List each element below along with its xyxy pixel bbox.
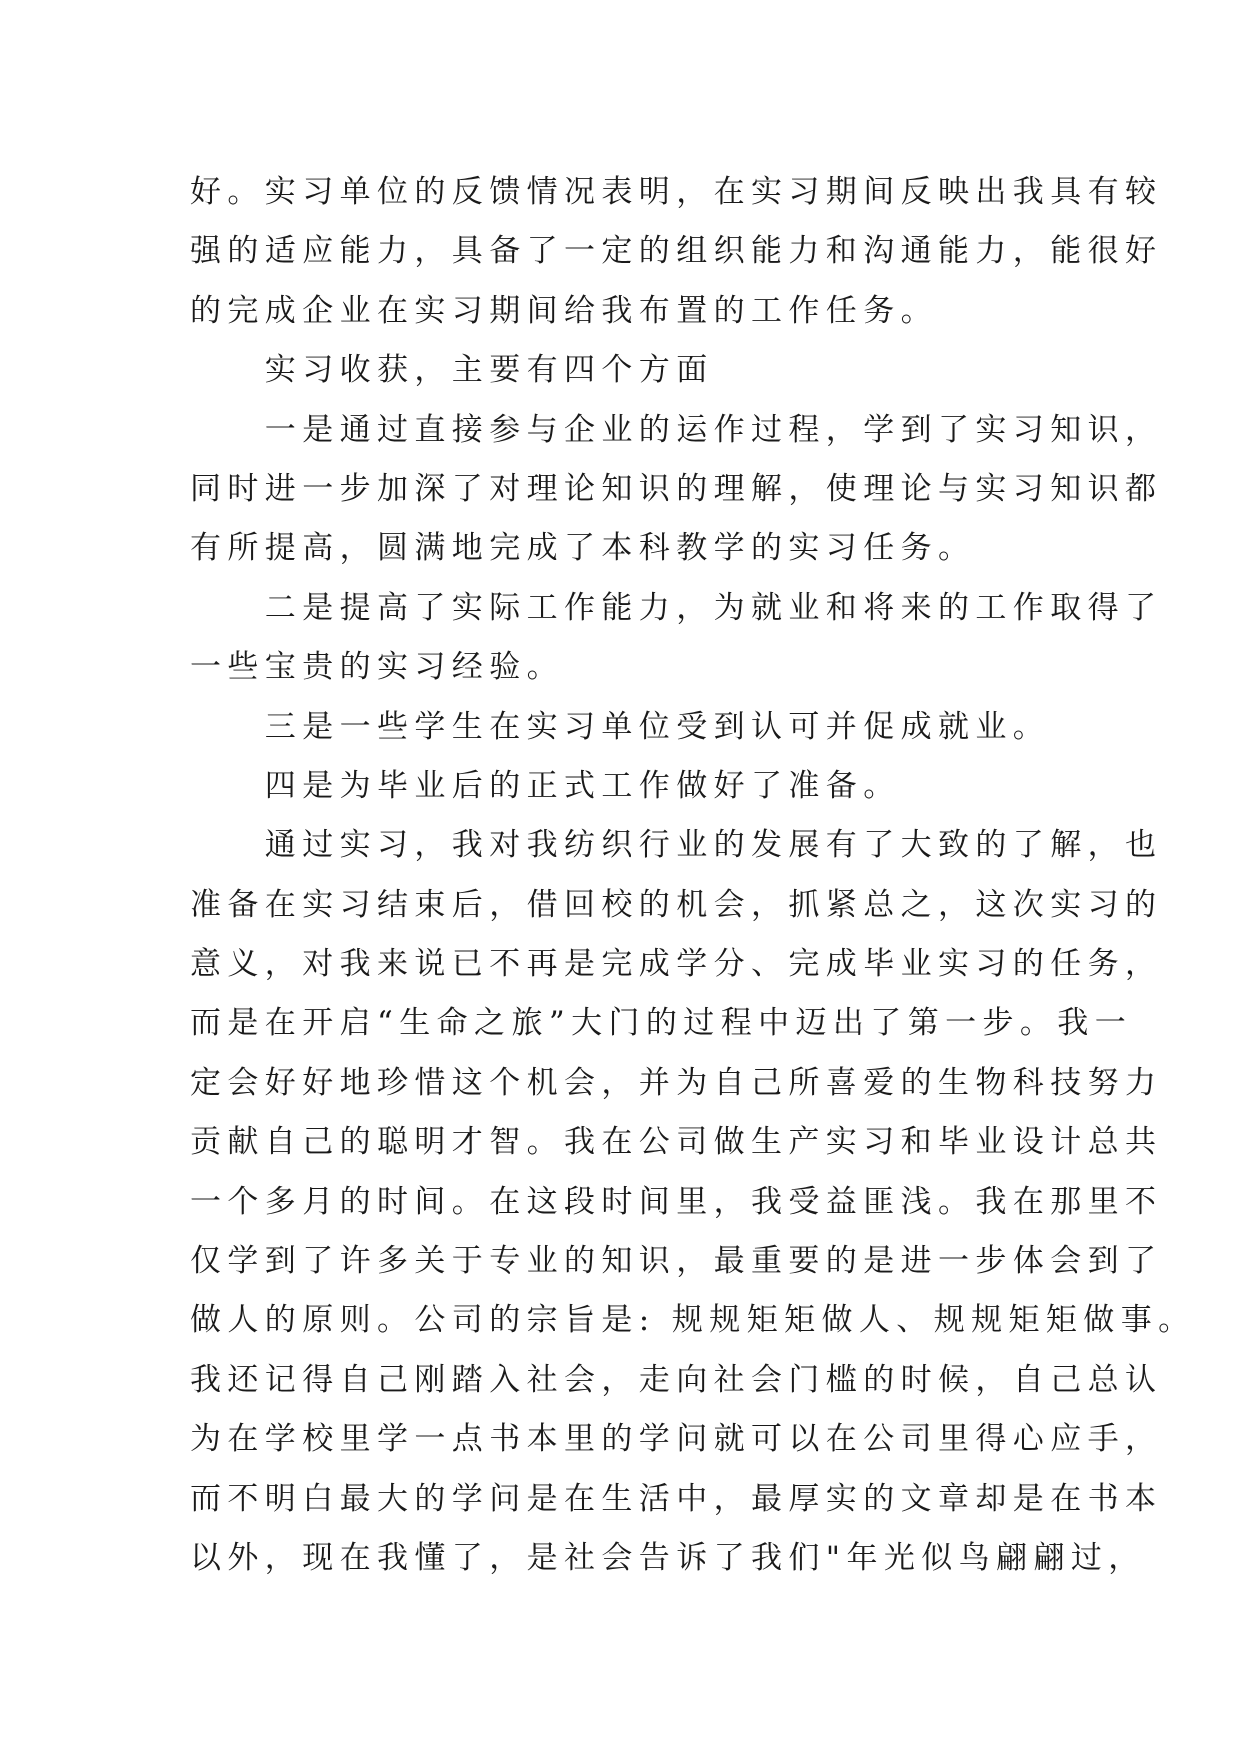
- text-line: 同时进一步加深了对理论知识的理解，使理论与实习知识都: [190, 470, 1163, 507]
- text-line: 通过实习，我对我纺织行业的发展有了大致的了解，也: [190, 827, 1163, 864]
- text-line: 而不明白最大的学问是在生活中，最厚实的文章却是在书本: [190, 1480, 1163, 1517]
- text-line: 一些宝贵的实习经验。: [190, 649, 564, 686]
- text-line: 以外，现在我懂了，是社会告诉了我们"年光似鸟翩翩过，: [190, 1539, 1146, 1576]
- text-line: 我还记得自己刚踏入社会，走向社会门槛的时候，自己总认: [190, 1361, 1163, 1398]
- text-line: 仅学到了许多关于专业的知识，最重要的是进一步体会到了: [190, 1243, 1163, 1280]
- body-text: [190, 163, 1196, 1588]
- text-line: 贡献自己的聪明才智。我在公司做生产实习和毕业设计总共: [190, 1124, 1163, 1161]
- text-line: 一是通过直接参与企业的运作过程，学到了实习知识，: [190, 411, 1163, 448]
- text-line: 意义，对我来说已不再是完成学分、完成毕业实习的任务，: [190, 946, 1163, 983]
- text-line: 实习收获，主要有四个方面: [190, 352, 714, 389]
- text-line: 有所提高，圆满地完成了本科教学的实习任务。: [190, 530, 976, 567]
- text-line: 好。实习单位的反馈情况表明，在实习期间反映出我具有较: [190, 174, 1163, 210]
- text-line: 而是在开启“生命之旅”大门的过程中迈出了第一步。我一: [190, 1005, 1133, 1042]
- text-line: 三是一些学生在实习单位受到认可并促成就业。: [190, 708, 1051, 745]
- text-line: 二是提高了实际工作能力，为就业和将来的工作取得了: [190, 589, 1163, 626]
- text-line: 的完成企业在实习期间给我布置的工作任务。: [190, 292, 938, 329]
- text-line: 为在学校里学一点书本里的学问就可以在公司里得心应手，: [190, 1421, 1163, 1458]
- text-line: 一个多月的时间。在这段时间里，我受益匪浅。我在那里不: [190, 1183, 1163, 1220]
- text-line: 强的适应能力，具备了一定的组织能力和沟通能力，能很好: [190, 233, 1163, 270]
- text-line: 四是为毕业后的正式工作做好了准备。: [190, 767, 901, 804]
- text-line: 定会好好地珍惜这个机会，并为自己所喜爱的生物科技努力: [190, 1064, 1163, 1101]
- text-line: 准备在实习结束后，借回校的机会，抓紧总之，这次实习的: [190, 886, 1163, 923]
- text-line: 做人的原则。公司的宗旨是: 规规矩矩做人、规规矩矩做事。: [190, 1302, 1196, 1339]
